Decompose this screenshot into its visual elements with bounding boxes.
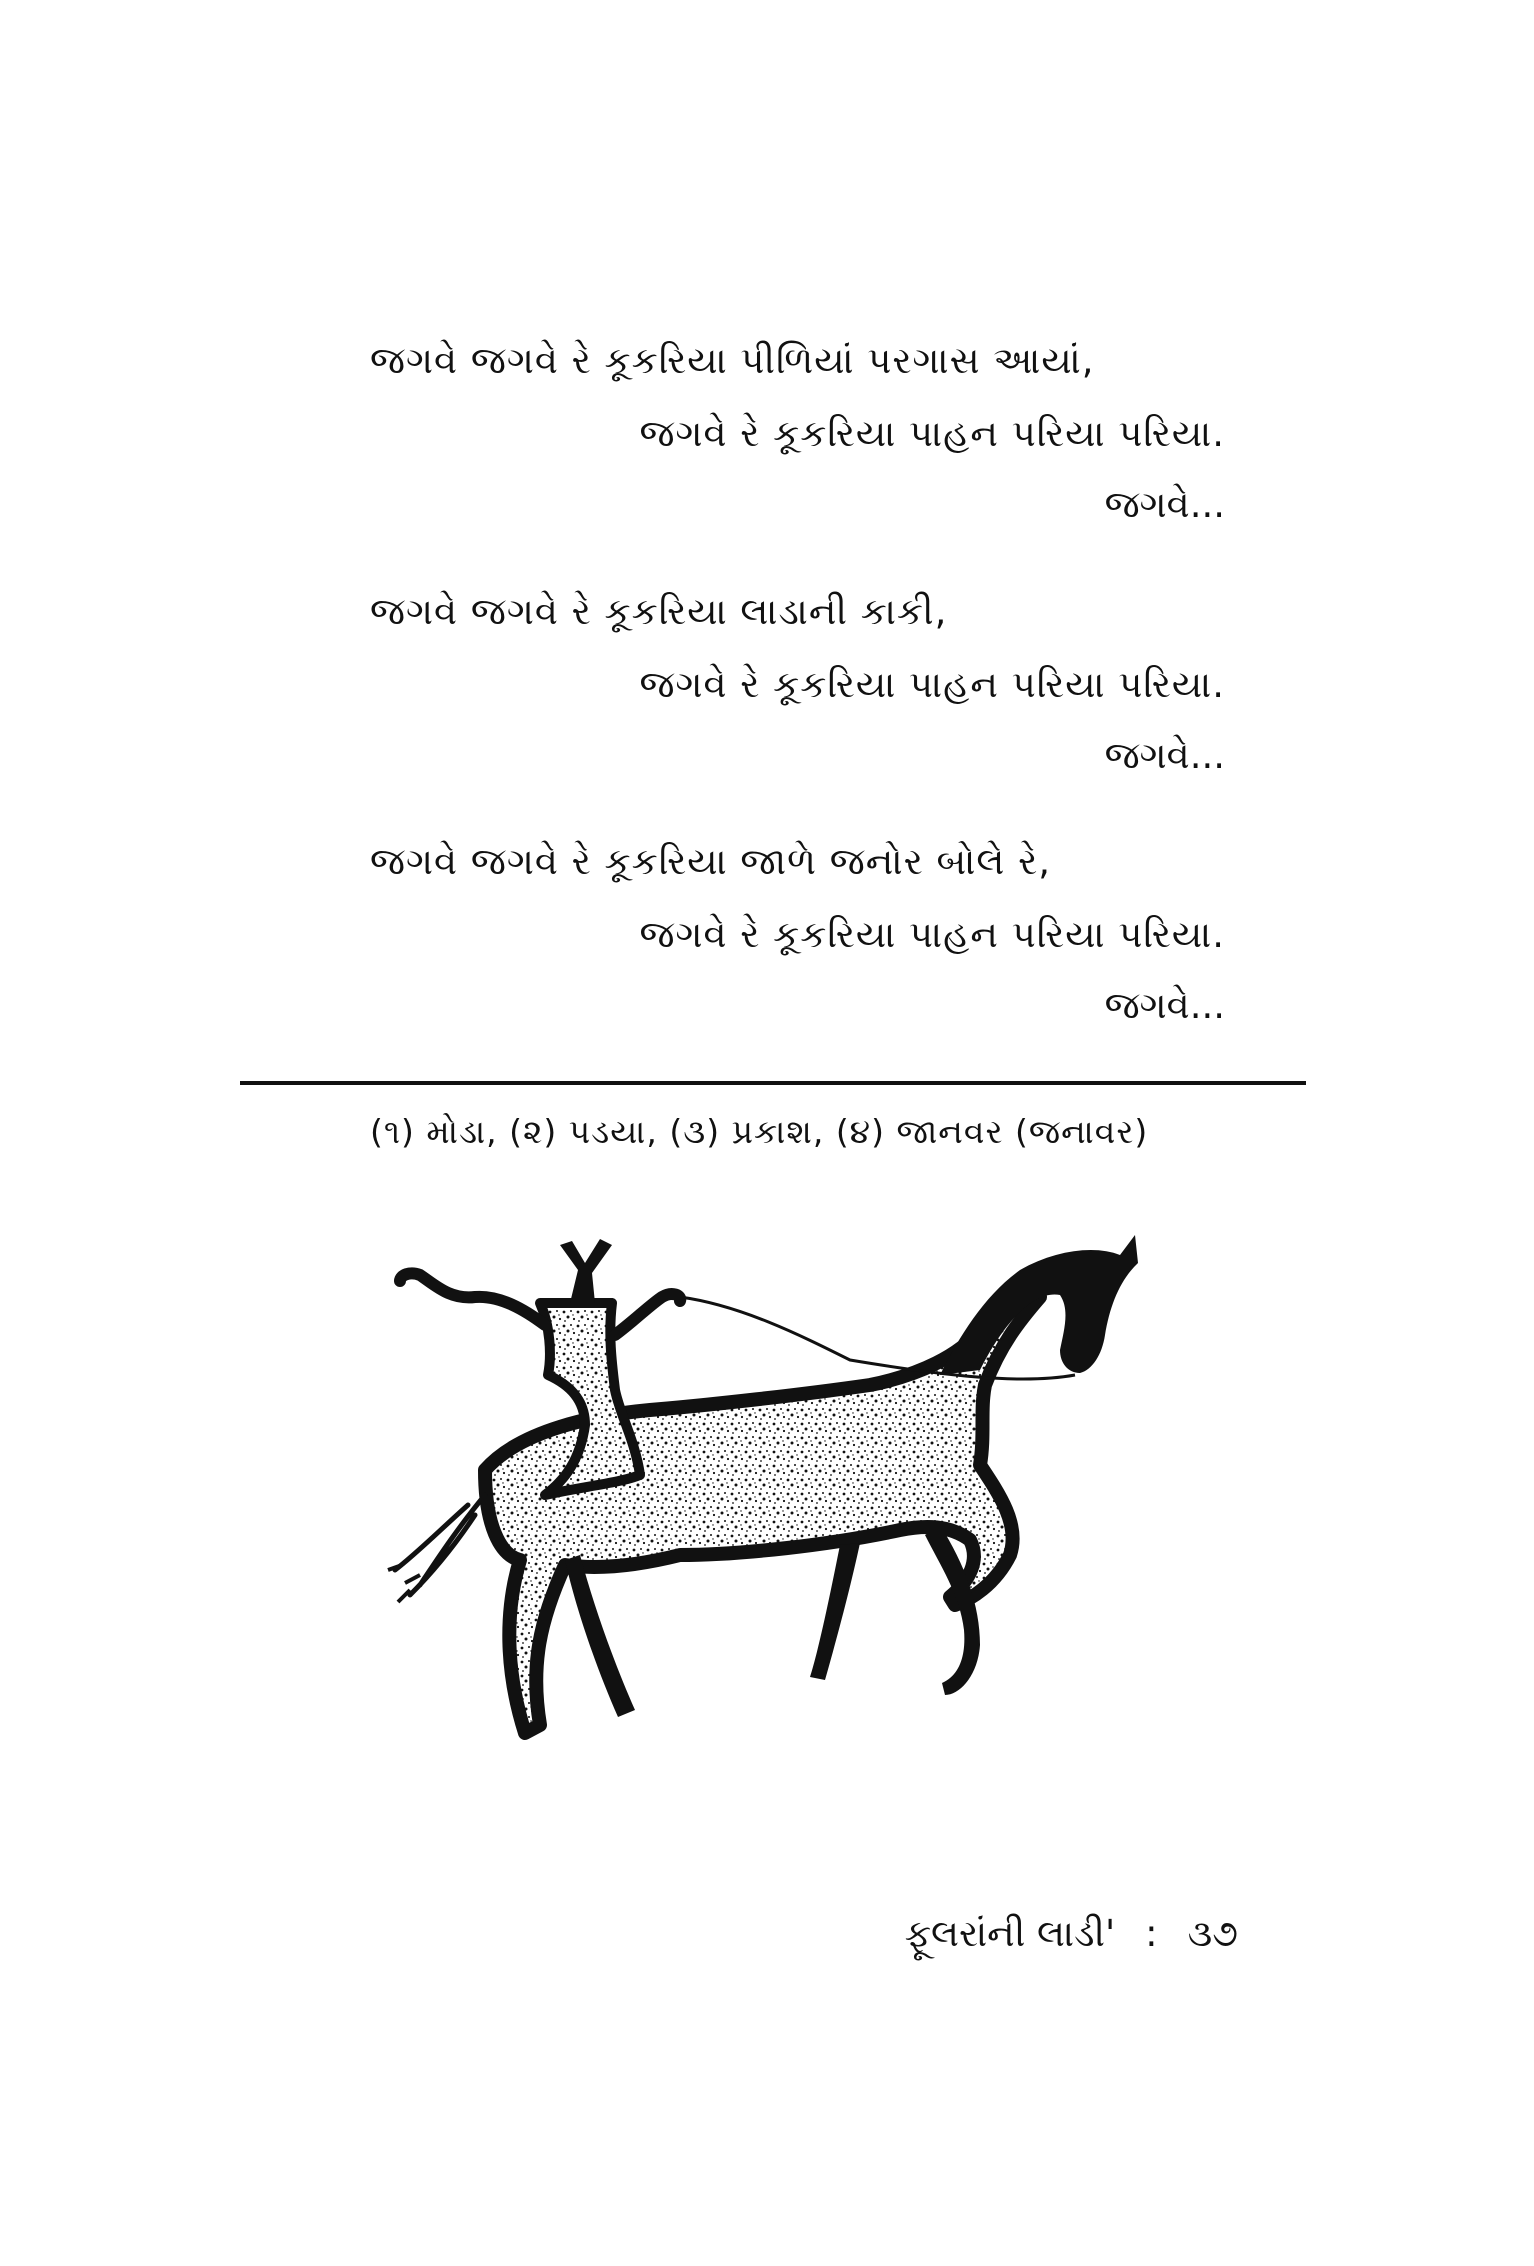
page-number: ૩૭ bbox=[1187, 1912, 1238, 1955]
verse-line: જગવે જગવે રે કૂકરિયા જાળે જનોર બોલે રે, bbox=[370, 840, 1052, 883]
verse-line: જગવે જગવે રે કૂકરિયા લાડાની કાકી, bbox=[370, 590, 948, 633]
verse-3 bbox=[370, 840, 1225, 1027]
verse-line: જગવે રે કૂકરિયા પાહન પરિયા પરિયા. bbox=[639, 412, 1225, 455]
book-title: ફૂલરાંની લાડી' bbox=[904, 1912, 1116, 1955]
verse-line: જગવે રે કૂકરિયા પાહન પરિયા પરિયા. bbox=[639, 913, 1225, 956]
footnote-divider bbox=[240, 1081, 1306, 1085]
refrain: જગવે... bbox=[1104, 984, 1225, 1027]
refrain: જગવે... bbox=[1104, 483, 1225, 526]
footer-separator: : bbox=[1145, 1912, 1158, 1955]
verse-2 bbox=[370, 590, 1225, 777]
verse-line: જગવે જગવે રે કૂકરિયા પીળિયાં પરગાસ આયાં, bbox=[370, 339, 1095, 382]
footnote: (૧) મોડા, (૨) પડયા, (૩) પ્રકાશ, (૪) જાનવર (જનાવર) bbox=[370, 1112, 1149, 1151]
verse-line: જગવે રે કૂકરિયા પાહન પરિયા પરિયા. bbox=[639, 663, 1225, 706]
verse-1 bbox=[370, 339, 1225, 526]
page-footer bbox=[905, 1912, 1238, 1956]
horse-rider-rock-art-icon bbox=[380, 1225, 1210, 1785]
refrain: જગવે... bbox=[1104, 734, 1225, 777]
